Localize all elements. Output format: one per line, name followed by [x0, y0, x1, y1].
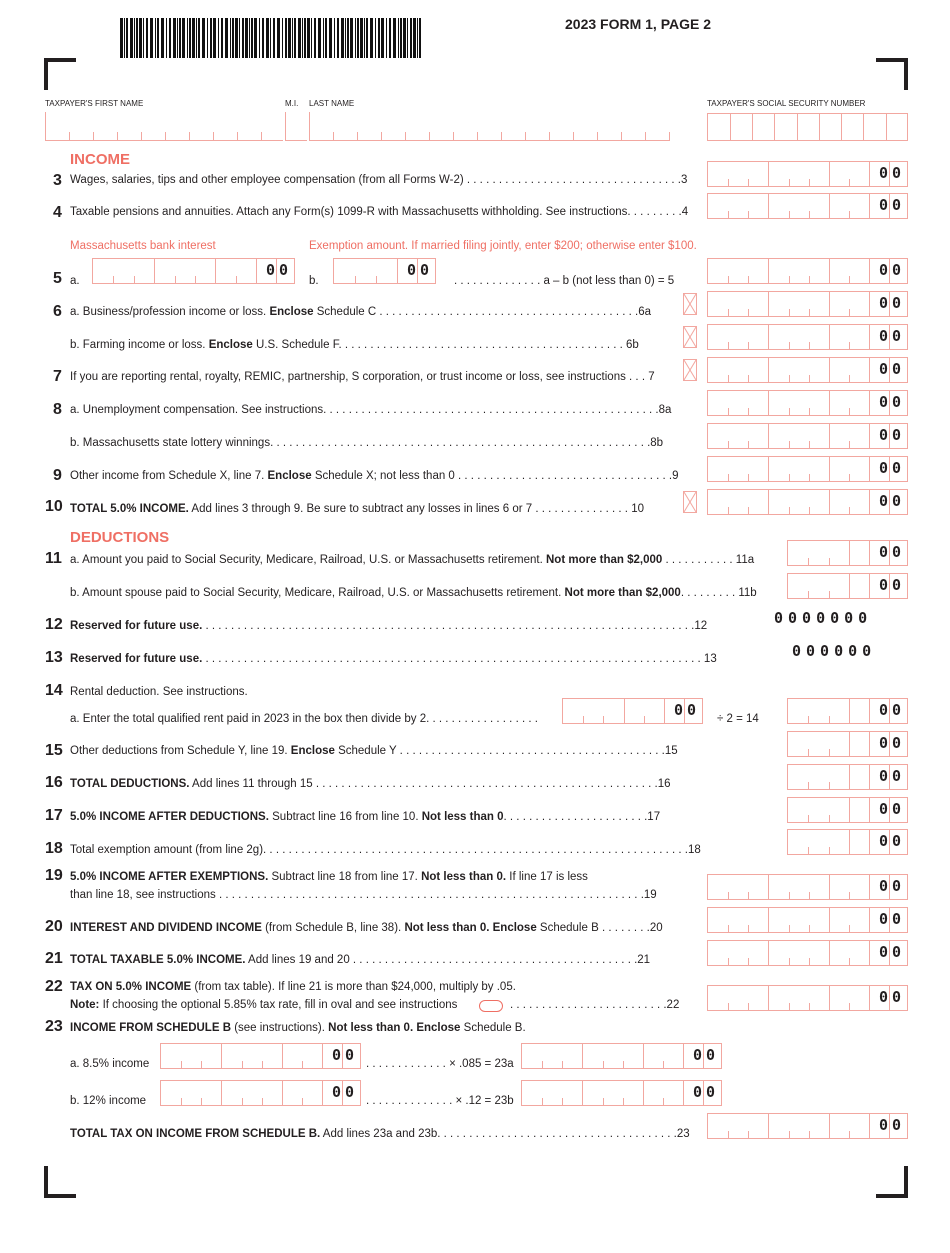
line-bold-text: Reserved for future use.: [70, 653, 203, 665]
line-text: [70, 173, 687, 187]
line-23b-income-field[interactable]: [160, 1080, 361, 1106]
line-text: [70, 921, 663, 935]
line-16-amount[interactable]: [787, 764, 908, 790]
line-text-part: than line 18, see instructions . . . . . . . . . . . . . . . . . . . . . . . . . . . . . . . . . . . . . . . . . . . . . . . . . . . . . . . . . . . . . . . . . . .19: [70, 889, 657, 901]
line-text-part: a. Amount you paid to Social Security, Medicare, Railroad, U.S. or Massachusetts retirement.: [70, 554, 546, 566]
line-text: [70, 586, 757, 600]
cents-zero: 00: [265, 261, 292, 279]
line-23b-multiply-label: . . . . . . . . . . . . . . × .12 = 23b: [366, 1095, 514, 1107]
cents-zero: 00: [878, 492, 905, 510]
line-12-reserved-zeros: 0000000: [774, 609, 873, 627]
line-text-part: Add lines 23a and 23b. . . . . . . . . . . . . . . . . . . . . . . . . . . . . . . . . . . . . .23: [320, 1128, 690, 1140]
line-19-amount[interactable]: [707, 874, 908, 900]
line-11b-amount[interactable]: [787, 573, 908, 599]
line-number-20: 20: [45, 918, 63, 935]
line-text: [70, 652, 717, 666]
line-text: [70, 1127, 690, 1141]
line-number-12: 12: [45, 616, 63, 633]
line-text-part: b. 12% income: [70, 1095, 147, 1107]
line-text: [70, 777, 671, 791]
line-text-part: Subtract line 16 from line 10.: [268, 811, 422, 823]
cents-zero: 00: [878, 327, 905, 345]
line-text-part: If line 17 is less: [506, 871, 588, 883]
line-text-part: . . . . . . . . . 11b: [680, 587, 757, 599]
cents-zero: 00: [878, 877, 905, 895]
line-text: [70, 870, 588, 884]
line-text-part: Add lines 3 through 9. Be sure to subtract any losses in lines 6 or 7 . . . . . . . . . . . . . . . 10: [188, 503, 644, 515]
mi-label: M.I.: [285, 99, 299, 108]
line-text: [70, 998, 457, 1012]
line-text-part: Subtract line 18 from line 17.: [268, 871, 422, 883]
line-8a-amount[interactable]: [707, 390, 908, 416]
line-text: [70, 305, 651, 319]
line-number-5: 5: [53, 270, 62, 287]
form-title: 2023 FORM 1, PAGE 2: [565, 16, 712, 32]
exemption-amount-label: Exemption amount. If married filing jointly, enter $200; otherwise enter $100.: [309, 240, 697, 252]
cents-zero: 00: [878, 261, 905, 279]
line-text-part: Schedule Y . . . . . . . . . . . . . . . . . . . . . . . . . . . . . . . . . . . . . . . . . .15: [334, 745, 678, 757]
line-text: [70, 553, 754, 567]
line-number-6: 6: [53, 303, 62, 320]
line-number-3: 3: [53, 172, 62, 189]
line-bold-text: Note:: [70, 999, 100, 1011]
last-name-field[interactable]: [309, 113, 670, 141]
deductions-section-title: DEDUCTIONS: [70, 529, 170, 546]
line-number-21: 21: [45, 950, 63, 967]
barcode: [120, 18, 422, 58]
line-text-part: . . . . . . . . . . . . . . . . . . . . . . . . .22: [510, 999, 680, 1011]
cents-zero: 00: [878, 800, 905, 818]
line-11a-amount[interactable]: [787, 540, 908, 566]
line-number-15: 15: [45, 742, 63, 759]
cents-zero: 00: [692, 1046, 719, 1064]
line-bold-text: Not less than 0. Enclose: [328, 1022, 461, 1034]
ssn-label: TAXPAYER'S SOCIAL SECURITY NUMBER: [707, 99, 866, 108]
line-6a-amount[interactable]: [707, 291, 908, 317]
line-text: [70, 205, 688, 219]
line-bold-text: TOTAL 5.0% INCOME.: [70, 503, 189, 515]
cents-zero: 00: [331, 1046, 358, 1064]
cents-zero: 00: [878, 294, 905, 312]
line-14a-rent-field[interactable]: [562, 698, 703, 724]
optional-rate-oval[interactable]: [479, 1000, 503, 1012]
line-number-19: 19: [45, 867, 63, 884]
line-text-part: . . . . . . . . . . . 11a: [662, 554, 755, 566]
line-number-22: 22: [45, 978, 63, 995]
loss-indicator-x-box[interactable]: [683, 491, 697, 513]
income-section-title: INCOME: [70, 151, 130, 168]
line-8b-amount[interactable]: [707, 423, 908, 449]
line-bold-text: Reserved for future use.: [70, 620, 203, 632]
line-text: [70, 338, 639, 352]
line-text-part: . . . . . . . . . . . . . . . . . . . . . . . . . . . . . . . . . . . . . . . . . . . . . . . . . . . . . . . . . . . . . . . . . . . . . . . . . . . . . . 13: [202, 653, 717, 665]
line-text-part: a. Unemployment compensation. See instructions. . . . . . . . . . . . . . . . . . . . . . . . . . . . . . . . . . . . . . . . . . . . . . . . . . . . .8a: [70, 404, 672, 416]
corner-mark-bottom-right: [876, 1166, 908, 1198]
line-number-18: 18: [45, 840, 63, 857]
line-text-part: Add lines 11 through 15 . . . . . . . . . . . . . . . . . . . . . . . . . . . . . . . . . . . . . . . . . . . . . . . . . . . . . .16: [189, 778, 671, 790]
line-text-part: If choosing the optional 5.85% tax rate, fill in oval and see instructions: [99, 999, 458, 1011]
line-bold-text: Enclose: [208, 339, 253, 351]
line-23a-income-field[interactable]: [160, 1043, 361, 1069]
last-name-label: LAST NAME: [309, 99, 355, 108]
cents-zero: 00: [692, 1083, 719, 1101]
line-text: [70, 888, 657, 902]
line-5a-interest-field[interactable]: [92, 258, 295, 284]
line-7-amount[interactable]: [707, 357, 908, 383]
line-number-11: 11: [45, 550, 62, 567]
line-9-amount[interactable]: [707, 456, 908, 482]
line-text: [70, 469, 679, 483]
line-number-17: 17: [45, 807, 63, 824]
line-23a-multiply-label: . . . . . . . . . . . . . × .085 = 23a: [366, 1058, 514, 1070]
line-text: [70, 980, 516, 994]
line-text-part: (see instructions).: [231, 1022, 329, 1034]
line-bold-text: INTEREST AND DIVIDEND INCOME: [70, 922, 262, 934]
loss-indicator-x-box[interactable]: [683, 359, 697, 381]
line-text-part: U.S. Schedule F. . . . . . . . . . . . . . . . . . . . . . . . . . . . . . . . . . . . . . . . . . . . . 6b: [252, 339, 639, 351]
line-5b-label: b.: [309, 275, 319, 287]
line-21-amount[interactable]: [707, 940, 908, 966]
line-bold-text: Enclose: [269, 306, 314, 318]
cents-zero: 00: [878, 910, 905, 928]
line-bold-text: Enclose: [290, 745, 335, 757]
line-number-16: 16: [45, 774, 63, 791]
line-text: [70, 1094, 146, 1108]
line-bold-text: Not less than 0. Enclose: [404, 922, 537, 934]
first-name-field[interactable]: [45, 113, 283, 141]
cents-zero: 00: [331, 1083, 358, 1101]
line-text: [70, 370, 655, 384]
line-text-part: Rental deduction. See instructions.: [70, 686, 248, 698]
line-text-part: Other income from Schedule X, line 7.: [70, 470, 268, 482]
cents-zero: 00: [878, 576, 905, 594]
line-number-23: 23: [45, 1018, 63, 1035]
line-bold-text: TOTAL TAXABLE 5.0% INCOME.: [70, 954, 246, 966]
line-22-amount[interactable]: [707, 985, 908, 1011]
cents-zero: 00: [878, 767, 905, 785]
cents-zero: 00: [673, 701, 700, 719]
line-text: [70, 1021, 526, 1035]
line-text-part: Other deductions from Schedule Y, line 19.: [70, 745, 291, 757]
line-text: [70, 403, 671, 417]
line-5a-label: a.: [70, 275, 80, 287]
line-number-9: 9: [53, 467, 62, 484]
line-bold-text: Not more than $2,000: [545, 554, 663, 566]
cents-zero: 00: [878, 393, 905, 411]
line-bold-text: INCOME FROM SCHEDULE B: [70, 1022, 231, 1034]
line-text: [70, 953, 650, 967]
line-bold-text: 5.0% INCOME AFTER EXEMPTIONS.: [70, 871, 269, 883]
line-23a-tax-field[interactable]: [521, 1043, 722, 1069]
line-text: [70, 712, 538, 726]
line-text: [70, 685, 248, 699]
line-number-10: 10: [45, 498, 63, 515]
cents-zero: 00: [878, 734, 905, 752]
line-text-part: Total exemption amount (from line 2g). . . . . . . . . . . . . . . . . . . . . . . . . . . . . . . . . . . . . . . . . . . . . . . . . . . . . . . . . . . . . . . . . . .18: [70, 844, 701, 856]
loss-indicator-x-box[interactable]: [683, 293, 697, 315]
cents-zero: 00: [878, 701, 905, 719]
line-text-part: Schedule B.: [460, 1022, 526, 1034]
corner-mark-top-right: [876, 58, 908, 90]
line-15-amount[interactable]: [787, 731, 908, 757]
line-text-part: Add lines 19 and 20 . . . . . . . . . . . . . . . . . . . . . . . . . . . . . . . . . . . . . . . . . . . . .21: [245, 954, 651, 966]
line-18-amount[interactable]: [787, 829, 908, 855]
line-5b-exemption-field[interactable]: [333, 258, 436, 284]
line-13-reserved-zeros: 000000: [792, 642, 877, 660]
line-3-amount[interactable]: [707, 161, 908, 187]
line-14-amount[interactable]: [787, 698, 908, 724]
line-text-part: a. Business/profession income or loss.: [70, 306, 270, 318]
line-text-part: Taxable pensions and annuities. Attach any Form(s) 1099-R with Massachusetts withholding. See instructions. . . . . . . . .4: [70, 206, 689, 218]
cents-zero: 00: [878, 459, 905, 477]
line-4-amount[interactable]: [707, 193, 908, 219]
line-text-part: . . . . . . . . . . . . . . . . . . . . . . . . . . . . . . . . . . . . . . . . . . . . . . . . . . . . . . . . . . . . . . . . . . . . . . . . . . . . .12: [202, 620, 708, 632]
cents-zero: 00: [878, 426, 905, 444]
line-number-13: 13: [45, 649, 63, 666]
line-text-part: . . . . . . . . . . . . . . . . . . . . . . .17: [503, 811, 661, 823]
cents-zero: 00: [406, 261, 433, 279]
line-text: [70, 502, 644, 516]
line-text-part: Schedule X; not less than 0 . . . . . . . . . . . . . . . . . . . . . . . . . . . . . . . . . .9: [311, 470, 679, 482]
corner-mark-bottom-left: [44, 1166, 76, 1198]
cents-zero: 00: [878, 988, 905, 1006]
line-number-14: 14: [45, 682, 63, 699]
cents-zero: 00: [878, 543, 905, 561]
cents-zero: 00: [878, 1116, 905, 1134]
line-text-part: If you are reporting rental, royalty, REMIC, partnership, S corporation, or trust income or loss, see instructions . . . 7: [70, 371, 655, 383]
line-text: [510, 998, 679, 1012]
line-10-amount[interactable]: [707, 489, 908, 515]
line-6b-amount[interactable]: [707, 324, 908, 350]
line-5-amount[interactable]: [707, 258, 908, 284]
line-text: [70, 810, 660, 824]
cents-zero: 00: [878, 164, 905, 182]
line-number-4: 4: [53, 204, 62, 221]
line-text: [70, 843, 701, 857]
line-text-part: b. Farming income or loss.: [70, 339, 209, 351]
loss-indicator-x-box[interactable]: [683, 326, 697, 348]
bank-interest-label: Massachusetts bank interest: [70, 240, 216, 252]
line-14-divide-label: ÷ 2 = 14: [717, 713, 759, 725]
line-text: [70, 619, 707, 633]
line-text: [70, 1057, 149, 1071]
cents-zero: 00: [878, 832, 905, 850]
line-text-part: a. 8.5% income: [70, 1058, 150, 1070]
cents-zero: 00: [878, 196, 905, 214]
cents-zero: 00: [878, 360, 905, 378]
line-bold-text: 5.0% INCOME AFTER DEDUCTIONS.: [70, 811, 269, 823]
cents-zero: 00: [878, 943, 905, 961]
line-bold-text: Not more than $2,000: [564, 587, 681, 599]
line-23b-tax-field[interactable]: [521, 1080, 722, 1106]
mi-field[interactable]: [285, 113, 307, 141]
line-bold-text: TOTAL DEDUCTIONS.: [70, 778, 190, 790]
line-number-8: 8: [53, 401, 62, 418]
line-text-part: (from tax table). If line 21 is more than $24,000, multiply by .05.: [191, 981, 516, 993]
line-text-part: Schedule C . . . . . . . . . . . . . . . . . . . . . . . . . . . . . . . . . . . . . . . . .6a: [313, 306, 651, 318]
line-23-total-amount[interactable]: [707, 1113, 908, 1139]
line-text-part: b. Amount spouse paid to Social Security, Medicare, Railroad, U.S. or Massachusetts retirement.: [70, 587, 565, 599]
line-text-part: Wages, salaries, tips and other employee compensation (from all Forms W-2) . . . . . . . . . . . . . . . . . . . . . . . . . . . . . . . . . .3: [70, 174, 688, 186]
ssn-field[interactable]: [707, 113, 908, 141]
line-5-result-label: . . . . . . . . . . . . . . a – b (not less than 0) = 5: [454, 275, 675, 287]
line-text: [70, 436, 663, 450]
line-text-part: b. Massachusetts state lottery winnings. . . . . . . . . . . . . . . . . . . . . . . . . . . . . . . . . . . . . . . . . . . . . . . . . . . . . . . . . . . .8b: [70, 437, 664, 449]
corner-mark-top-left: [44, 58, 76, 90]
line-text: [70, 744, 678, 758]
line-20-amount[interactable]: [707, 907, 908, 933]
line-bold-text: Enclose: [267, 470, 312, 482]
line-text-part: a. Enter the total qualified rent paid in 2023 in the box then divide by 2. . . . . . . . . . . . . . . . . .: [70, 713, 538, 725]
line-bold-text: Not less than 0: [421, 811, 504, 823]
first-name-label: TAXPAYER'S FIRST NAME: [45, 99, 144, 108]
line-bold-text: Not less than 0.: [421, 871, 507, 883]
line-bold-text: TAX ON 5.0% INCOME: [70, 981, 192, 993]
line-number-7: 7: [53, 368, 62, 385]
line-text-part: (from Schedule B, line 38).: [261, 922, 405, 934]
line-text-part: Schedule B . . . . . . . .20: [536, 922, 663, 934]
line-17-amount[interactable]: [787, 797, 908, 823]
line-bold-text: TOTAL TAX ON INCOME FROM SCHEDULE B.: [70, 1128, 321, 1140]
